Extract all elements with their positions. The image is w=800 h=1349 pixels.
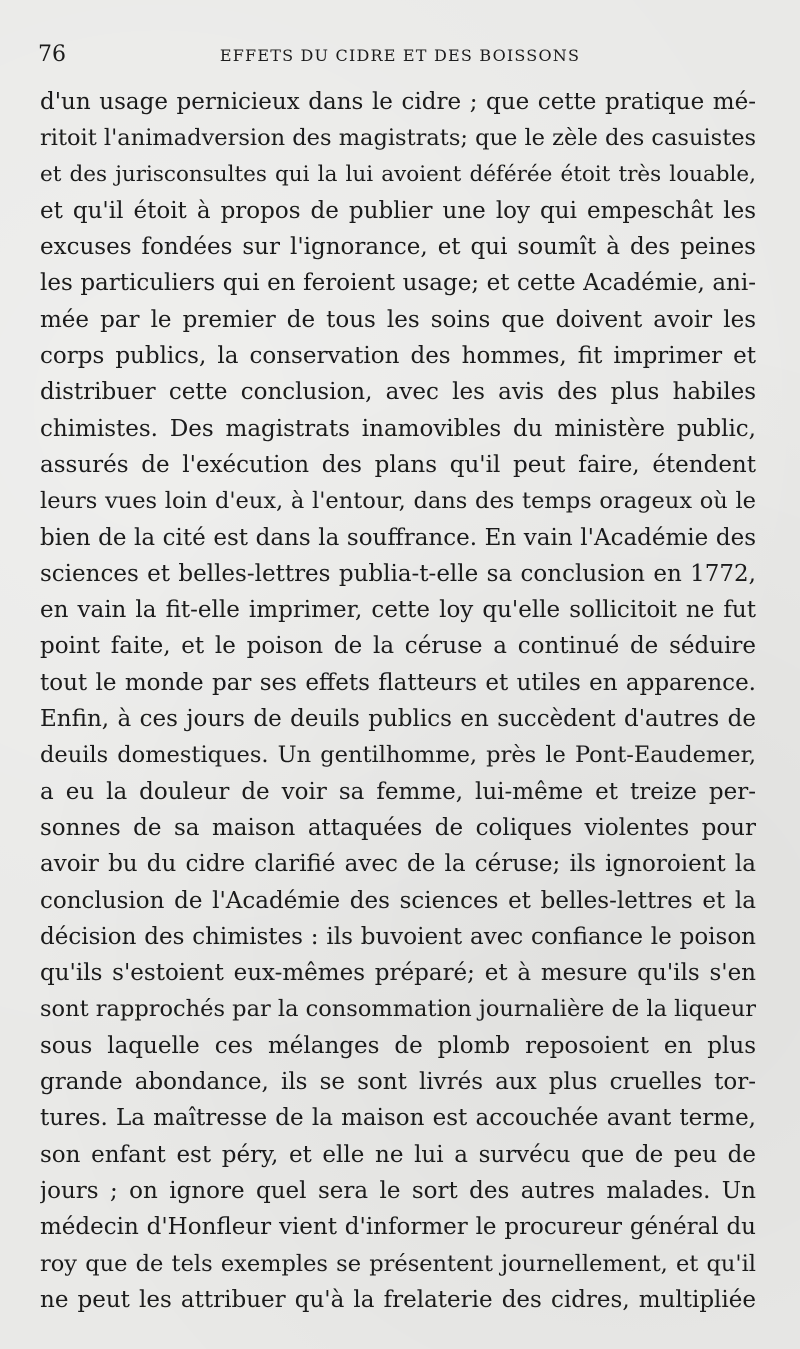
text-line: assurés de l'exécution des plans qu'il peut faire, étendent (40, 451, 756, 478)
text-line: son enfant est péry, et elle ne lui a survécu que de peu de (40, 1141, 756, 1168)
text-line: sciences et belles-lettres publia-t-elle sa conclusion en 1772, (40, 560, 756, 587)
text-line: bien de la cité est dans la souffrance. En vain l'Académie des (40, 524, 756, 551)
text-line: sous laquelle ces mélanges de plomb reposoient en plus (40, 1032, 756, 1059)
text-line: les particuliers qui en feroient usage; et cette Académie, ani- (40, 270, 756, 297)
page-number: 76 (38, 42, 66, 67)
text-line: a eu la douleur de voir sa femme, lui-même et treize per- (40, 778, 756, 805)
text-line: jours ; on ignore quel sera le sort des autres malades. Un (40, 1177, 756, 1204)
body-text (40, 84, 756, 1318)
text-line: et des jurisconsultes qui la lui avoient déférée étoit très louable, (40, 161, 756, 187)
text-line: décision des chimistes : ils buvoient avec confiance le poison (40, 923, 756, 950)
text-line: médecin d'Honfleur vient d'informer le procureur général du (40, 1214, 756, 1241)
text-line: tures. La maîtresse de la maison est accouchée avant terme, (40, 1105, 756, 1132)
text-line: deuils domestiques. Un gentilhomme, près le Pont-Eaudemer, (40, 742, 756, 769)
text-line: leurs vues loin d'eux, à l'entour, dans des temps orageux où le (40, 488, 756, 515)
text-line: tout le monde par ses effets flatteurs et utiles en apparence. (40, 669, 756, 696)
text-line: sonnes de sa maison attaquées de coliques violentes pour (40, 814, 756, 841)
text-line: en vain la fit-elle imprimer, cette loy qu'elle sollicitoit ne fut (40, 597, 756, 624)
text-line: ritoit l'animadversion des magistrats; que le zèle des casuistes (40, 125, 756, 152)
text-line: qu'ils s'estoient eux-mêmes préparé; et à mesure qu'ils s'en (40, 960, 756, 987)
text-line: Enfin, à ces jours de deuils publics en succèdent d'autres de (40, 706, 756, 733)
page-header (38, 40, 762, 70)
running-head: EFFETS DU CIDRE ET DES BOISSONS (219, 46, 581, 65)
text-line: avoir bu du cidre clarifié avec de la céruse; ils ignoroient la (40, 851, 756, 878)
text-line: corps publics, la conservation des hommes, fit imprimer et (40, 343, 756, 370)
text-line: et qu'il étoit à propos de publier une loy qui empeschât les (40, 197, 756, 224)
text-line: grande abondance, ils se sont livrés aux plus cruelles tor- (40, 1069, 756, 1096)
text-line: mée par le premier de tous les soins que doivent avoir les (40, 306, 756, 333)
text-line: roy que de tels exemples se présentent journellement, et qu'il (40, 1250, 756, 1277)
text-line: ne peut les attribuer qu'à la frelaterie des cidres, multipliée (40, 1286, 756, 1313)
text-line: distribuer cette conclusion, avec les avis des plus habiles (40, 379, 756, 406)
text-line: excuses fondées sur l'ignorance, et qui soumît à des peines (40, 234, 756, 261)
text-line: sont rapprochés par la consommation journalière de la liqueur (40, 996, 756, 1023)
text-line: chimistes. Des magistrats inamovibles du ministère public, (40, 415, 756, 442)
text-line: conclusion de l'Académie des sciences et belles-lettres et la (40, 887, 756, 914)
text-line: point faite, et le poison de la céruse a continué de séduire (40, 633, 756, 660)
text-line: d'un usage pernicieux dans le cidre ; que cette pratique mé- (40, 89, 756, 115)
